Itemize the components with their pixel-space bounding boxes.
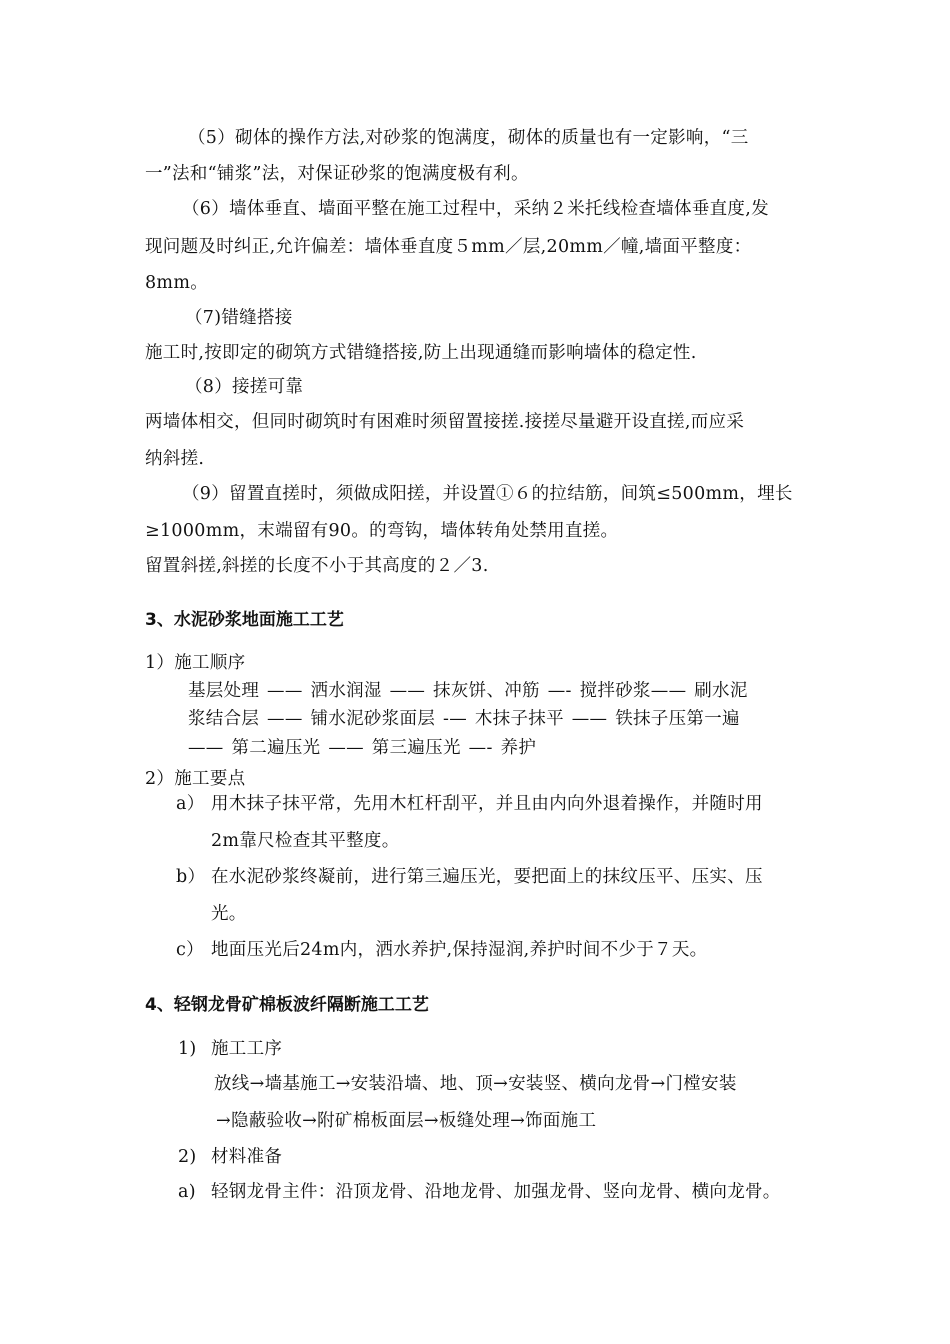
point-c-line-1: 地面压光后24m内，洒水养护,保持湿润,养护时间不少于７天。 <box>211 940 708 960</box>
paragraph-8-title: （8）接搓可靠 <box>185 377 304 397</box>
paragraph-6-line-2: 现问题及时纠正,允许偏差：墙体垂直度５mm／层,20mm／幢,墙面平整度： <box>145 237 752 257</box>
point-b-marker: b） <box>176 867 206 887</box>
item-1-label: 施工工序 <box>211 1039 283 1059</box>
item-1-marker: 1) <box>178 1039 197 1059</box>
paragraph-10: 留置斜搓,斜搓的长度不小于其高度的２／3. <box>145 556 489 576</box>
paragraph-6-line-3: 8mm。 <box>145 273 209 293</box>
construction-order-line-3: —— 第二遍压光 —— 第三遍压光 —- 养护 <box>188 738 537 758</box>
item-a-text: 轻钢龙骨主件：沿顶龙骨、沿地龙骨、加强龙骨、竖向龙骨、横向龙骨。 <box>211 1182 781 1202</box>
point-b-line-1: 在水泥砂浆终凝前，进行第三遍压光，要把面上的抹纹压平、压实、压 <box>211 867 763 887</box>
construction-points-label: 2）施工要点 <box>145 769 246 789</box>
point-c-marker: c） <box>176 940 204 960</box>
item-2-marker: 2) <box>178 1147 197 1167</box>
section-4-heading: 4、轻钢龙骨矿棉板波纤隔断施工工艺 <box>145 995 429 1015</box>
item-2-label: 材料准备 <box>211 1147 283 1167</box>
section-3-heading: 3、水泥砂浆地面施工工艺 <box>145 610 344 630</box>
paragraph-9-line-2: ≥1000mm，末端留有90。的弯钩，墙体转角处禁用直搓。 <box>145 521 619 541</box>
paragraph-5-line-2: 一”法和“铺浆”法，对保证砂浆的饱满度极有利。 <box>145 164 529 184</box>
point-a-line-2: 2m靠尺检查其平整度。 <box>211 831 400 851</box>
point-a-marker: a） <box>176 794 205 814</box>
process-flow-line-2: →隐蔽验收→附矿棉板面层→板缝处理→饰面施工 <box>216 1111 597 1131</box>
point-a-line-1: 用木抹子抹平常，先用木杠杆刮平，并且由内向外退着操作，并随时用 <box>211 794 763 814</box>
construction-order-line-2: 浆结合层 —— 铺水泥砂浆面层 -— 木抹子抹平 —— 铁抹子压第一遍 <box>188 709 740 729</box>
construction-order-label: 1）施工顺序 <box>145 653 246 673</box>
paragraph-8-line-1: 两墙体相交，但同时砌筑时有困难时须留置接搓.接搓尽量避开设直搓,而应采 <box>145 412 745 432</box>
item-a-marker: a) <box>178 1182 196 1202</box>
paragraph-5-line-1: （5）砌体的操作方法,对砂浆的饱满度，砌体的质量也有一定影响，“三 <box>188 128 749 148</box>
process-flow-line-1: 放线→墙基施工→安装沿墙、地、顶→安装竖、横向龙骨→门樘安装 <box>214 1074 737 1094</box>
paragraph-8-line-2: 纳斜搓. <box>145 449 205 469</box>
paragraph-9-line-1: （9）留置直搓时，须做成阳搓，并设置①６的拉结筋，间筑≤500mm，埋长 <box>182 484 793 504</box>
construction-order-line-1: 基层处理 —— 洒水润湿 —— 抹灰饼、冲筋 —- 搅拌砂浆—— 刷水泥 <box>188 681 748 701</box>
paragraph-6-line-1: （6）墙体垂直、墙面平整在施工过程中，采纳２米托线检查墙体垂直度,发 <box>182 199 769 219</box>
paragraph-7-title: （7)错缝搭接 <box>185 308 293 328</box>
paragraph-7-body: 施工时,按即定的砌筑方式错缝搭接,防上出现通缝而影响墙体的稳定性. <box>145 343 697 363</box>
point-b-line-2: 光。 <box>211 904 247 924</box>
